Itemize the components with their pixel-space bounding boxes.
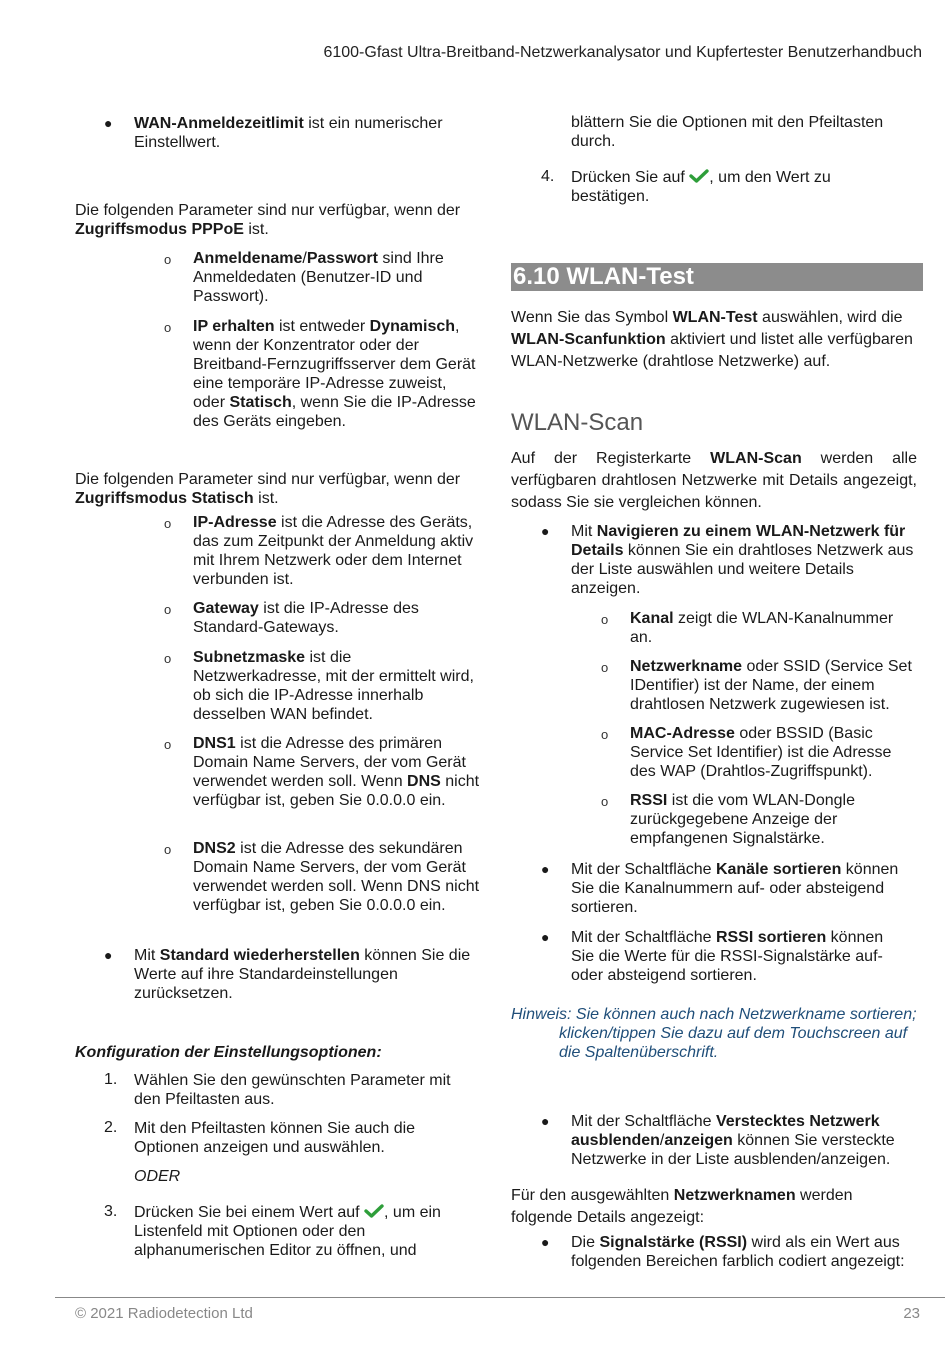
- page-number: 23: [903, 1305, 920, 1322]
- bullet-icon: ●: [104, 947, 113, 963]
- note: Hinweis: Sie können auch nach Netzwerkname sortieren; klicken/tippen Sie dazu auf dem Touchscreen auf die Spaltenüberschrift.: [511, 1006, 917, 1061]
- circle-bullet-icon: o: [164, 602, 172, 617]
- circle-bullet-icon: o: [164, 651, 172, 666]
- circle-bullet-icon: o: [601, 727, 609, 742]
- circle-bullet-icon: o: [601, 612, 609, 627]
- checkmark-icon: [364, 1204, 384, 1218]
- circle-bullet-icon: o: [164, 737, 172, 752]
- step-number: 1.: [104, 1071, 118, 1088]
- sort-channels-item: Mit der Schaltfläche Kanäle sortieren können Sie die Kanalnummern auf- oder absteigend sortieren.: [571, 861, 899, 916]
- wan-timeout-item: WAN-Anmeldezeitlimit ist ein numerischer Einstellwert.: [134, 115, 443, 151]
- copyright: © 2021 Radiodetection Ltd: [75, 1305, 253, 1322]
- section-heading: 6.10 WLAN-Test: [511, 263, 923, 291]
- network-name-item: Netzwerkname oder SSID (Service Set IDentifier) ist der Name, der einem drahtlosen Netzwerk zugewiesen ist.: [630, 658, 912, 713]
- page-header: 6100-Gfast Ultra-Breitband-Netzwerkanalysator und Kupfertester Benutzerhandbuch: [323, 44, 922, 61]
- step-number: 2.: [104, 1119, 118, 1136]
- channel-item: Kanal zeigt die WLAN-Kanalnummer an.: [630, 610, 894, 646]
- rssi-item: RSSI ist die vom WLAN-Dongle zurückgegebene Anzeige der empfangenen Signalstärke.: [630, 792, 855, 847]
- circle-bullet-icon: o: [164, 320, 172, 335]
- navigate-item: Mit Navigieren zu einem WLAN-Netzwerk für Details können Sie ein drahtloses Netzwerk aus der Liste auswählen und weitere Details anzeigen.: [571, 523, 914, 597]
- pppoe-intro: Die folgenden Parameter sind nur verfügbar, wenn der Zugriffsmodus PPPoE ist.: [75, 202, 461, 238]
- bullet-icon: ●: [104, 115, 113, 131]
- subnet-item: Subnetzmaske ist die Netzwerkadresse, mit der ermittelt wird, ob sich die IP-Adresse innerhalb desselben WAN befindet.: [193, 649, 474, 723]
- bullet-icon: ●: [541, 1234, 550, 1250]
- or-label: ODER: [134, 1168, 181, 1185]
- circle-bullet-icon: o: [164, 516, 172, 531]
- circle-bullet-icon: o: [601, 660, 609, 675]
- step-3-continued: blättern Sie die Optionen mit den Pfeiltasten durch.: [571, 114, 884, 150]
- bullet-icon: ●: [541, 1113, 550, 1129]
- circle-bullet-icon: o: [164, 842, 172, 857]
- restore-item: Mit Standard wiederherstellen können Sie die Werte auf ihre Standardeinstellungen zurücksetzen.: [134, 947, 471, 1002]
- step-1: Wählen Sie den gewünschten Parameter mit den Pfeiltasten aus.: [134, 1072, 451, 1108]
- bullet-icon: ●: [541, 523, 550, 539]
- wlan-intro: Wenn Sie das Symbol WLAN-Test auswählen, wird die WLAN-Scanfunktion aktiviert und listet alle verfügbaren WLAN-Netzwerke (drahtlose Netzwerke) auf.: [511, 309, 913, 370]
- step-2: Mit den Pfeiltasten können Sie auch die Optionen anzeigen und auswählen.: [134, 1120, 416, 1156]
- ip-address-item: IP-Adresse ist die Adresse des Geräts, das zum Zeitpunkt der Anmeldung aktiv mit Ihrem Netzwerk oder dem Internet verbunden ist.: [193, 514, 474, 588]
- gateway-item: Gateway ist die IP-Adresse des Standard-Gateways.: [193, 600, 419, 636]
- signal-strength-item: Die Signalstärke (RSSI) wird als ein Wert aus folgenden Bereichen farblich codiert angezeigt:: [571, 1234, 905, 1270]
- checkmark-icon: [689, 169, 709, 183]
- subheading: WLAN-Scan: [511, 409, 644, 436]
- login-item: Anmeldename/Passwort sind Ihre Anmeldedaten (Benutzer-ID und Passwort).: [193, 250, 444, 305]
- dns1-item: DNS1 ist die Adresse des primären Domain Name Servers, der vom Gerät verwendet werden soll. Wenn DNS nicht verfügbar ist, geben Sie 0.0.0.0 ein.: [193, 735, 480, 809]
- config-heading: Konfiguration der Einstellungsoptionen:: [75, 1044, 382, 1061]
- step-number: 4.: [541, 168, 555, 185]
- circle-bullet-icon: o: [601, 794, 609, 809]
- bullet-icon: ●: [541, 861, 550, 877]
- mac-address-item: MAC-Adresse oder BSSID (Basic Service Set Identifier) ist die Adresse des WAP (Drahtlos-Zugriffspunkt).: [630, 725, 892, 780]
- bullet-icon: ●: [541, 929, 550, 945]
- step-3: Drücken Sie bei einem Wert auf , um ein Listenfeld mit Optionen oder den alphanumerischen Editor zu öffnen, und: [134, 1204, 441, 1259]
- step-number: 3.: [104, 1203, 118, 1220]
- static-intro: Die folgenden Parameter sind nur verfügbar, wenn der Zugriffsmodus Statisch ist.: [75, 471, 461, 507]
- dns2-item: DNS2 ist die Adresse des sekundären Domain Name Servers, der vom Gerät verwendet werden soll. Wenn DNS nicht verfügbar ist, geben Sie 0.0.0.0 ein.: [193, 840, 480, 914]
- ip-obtain-item: IP erhalten ist entweder Dynamisch, wenn der Konzentrator oder der Breitband-Fernzugriffsserver dem Gerät eine temporäre IP-Adresse zuweist, oder Statisch, wenn Sie die IP-Adresse des Geräts eingeben.: [193, 318, 476, 430]
- step-4: Drücken Sie auf , um den Wert zu bestätigen.: [571, 169, 831, 205]
- scan-intro: Auf der Registerkarte WLAN-Scan werden alle verfügbaren drahtlosen Netzwerke mit Details angezeigt, sodass Sie sie vergleichen können.: [511, 450, 918, 511]
- sort-rssi-item: Mit der Schaltfläche RSSI sortieren können Sie die Werte für die RSSI-Signalstärke auf- oder absteigend sortieren.: [571, 929, 884, 984]
- hidden-network-item: Mit der Schaltfläche Verstecktes Netzwerk ausblenden/anzeigen können Sie versteckte Netzwerke in der Liste ausblenden/anzeigen.: [571, 1113, 895, 1168]
- footer-divider: [55, 1297, 945, 1298]
- selected-intro: Für den ausgewählten Netzwerknamen werden folgende Details angezeigt:: [511, 1187, 853, 1226]
- circle-bullet-icon: o: [164, 252, 172, 267]
